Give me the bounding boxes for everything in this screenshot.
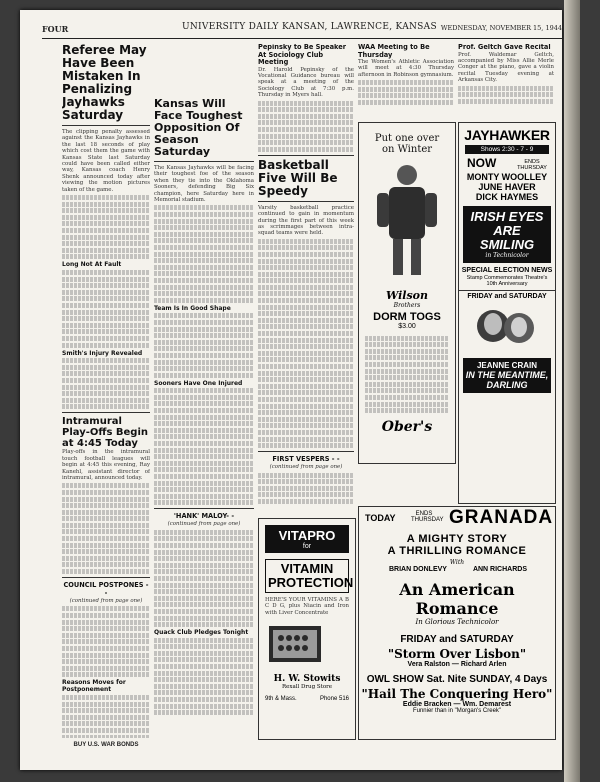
- jayhawker-ad-star4: JEANNE CRAIN: [476, 361, 537, 370]
- story5-headline: Pepinsky to Be Speaker At Sociology Club Meeting: [258, 44, 346, 66]
- page-binding-edge: [564, 0, 580, 782]
- vitamin-capsule-box-illustration: [259, 620, 355, 670]
- wilson-ad-product: DORM TOGS: [373, 311, 441, 323]
- vitapro-ad-big: VITAMIN PROTECTION: [265, 559, 349, 593]
- story2-sub1: Team Is In Good Shape: [154, 304, 231, 312]
- story1-sub1: Long Not At Fault: [62, 261, 122, 269]
- figure-in-coat-illustration: [359, 155, 455, 285]
- story4-sub1: Reasons Moves for Postponement: [62, 679, 126, 694]
- story1-headline: Referee May Have Been Mistaken In Penalizing Jayhawks Saturday: [62, 44, 147, 122]
- granada-ad-ends: ENDS THURSDAY: [411, 511, 444, 523]
- jayhawker-ad-name: JAYHAWKER: [464, 127, 550, 143]
- story6-headline: WAA Meeting to Be Thursday: [358, 44, 430, 59]
- granada-ad-cast2: Vera Ralston — Richard Arlen: [407, 661, 507, 668]
- jayhawker-ad-tech: in Technicolor: [485, 252, 529, 259]
- granada-ad-name: GRANADA: [449, 507, 554, 528]
- wilson-ad-brand: Wilson: [385, 289, 429, 302]
- story2-headline: Kansas Will Face Toughest Opposition Of Season Saturday: [154, 97, 243, 158]
- issue-date: WEDNESDAY, NOVEMBER 15, 1944: [440, 24, 562, 32]
- story9-sub1: Quack Club Pledges Tonight: [154, 629, 249, 637]
- column-5-top: [458, 44, 554, 118]
- story6-lead: The Women's Athletic Association will meet at 4:30 Thursday afternoon in Robinson gymnasium.: [358, 59, 454, 78]
- granada-theatre-ad: [358, 506, 556, 740]
- jayhawker-ad-star1: MONTY WOOLLEY: [466, 172, 548, 182]
- column-2: [154, 80, 254, 738]
- granada-ad-owl: OWL SHOW Sat. Nite SUNDAY, 4 Days: [366, 674, 548, 685]
- war-bonds-footer: BUY U.S. WAR BONDS: [73, 742, 139, 748]
- granada-ad-days: FRIDAY and SATURDAY: [400, 634, 514, 645]
- jayhawker-ad-ends: ENDS THURSDAY: [517, 159, 547, 171]
- story9-continued: (continued from page one): [167, 521, 241, 528]
- story5-lead: Dr. Harold Pepinsky of the Vocational Guidance bureau will speak at a meeting of the Sociology Club at 7:30 p.m. Thursday in Myers hall.: [258, 66, 354, 99]
- jayhawker-ad-shows: Shows 2:30 - 7 - 9: [465, 145, 549, 154]
- story3-lead: Play-offs in the intramural touch football leagues will begin at 4:45 this evening, Ray Kanehl, assistant director of intramural, announced today.: [62, 449, 150, 481]
- vitapro-ad-for: for: [302, 543, 312, 550]
- vitapro-ad-store2: Rexall Drug Store: [281, 684, 333, 691]
- story10-headline: FIRST VESPERS - -: [272, 455, 340, 464]
- story2-sub2: Sooners Have One Injured: [154, 379, 243, 387]
- wilson-ad-line1: Put one over: [374, 133, 440, 144]
- story7-headline: Prof. Geltch Gave Recital: [458, 44, 551, 51]
- story7-lead: Prof. Waldemar Geltch, accompanied by Miss Allie Merle Conger at the piano, gave a violin recital Tuesday evening at Arkansas City.: [458, 51, 554, 84]
- wilson-ad-line2: on Winter: [381, 144, 433, 155]
- couple-portrait-illustration: [459, 300, 555, 354]
- vitapro-ad-brand: VITAPRO: [278, 528, 336, 543]
- jayhawker-ad-now: NOW: [467, 156, 497, 170]
- granada-ad-star1: BRIAN DONLEVY: [389, 566, 447, 573]
- vitapro-ad-address: 9th & Mass.: [265, 696, 297, 703]
- vitapro-ad-phone: Phone 516: [319, 696, 349, 703]
- granada-ad-star2: ANN RICHARDS: [472, 566, 527, 573]
- granada-ad-with: With: [449, 559, 465, 566]
- column-1: [62, 44, 150, 738]
- jayhawker-ad-star2: JUNE HAVER: [478, 182, 536, 192]
- wilson-ad-brand2: Brothers: [393, 302, 421, 309]
- vitapro-ad-store: H. W. Stowits: [273, 674, 341, 685]
- granada-ad-tag1: A MIGHTY STORY: [406, 533, 508, 545]
- story2-lead: The Kansas Jayhawks will be facing their toughest foe of the season when they tie into the Oklahoma Sooners, defending Big Six champion, here Saturday here in Memorial stadium.: [154, 165, 254, 204]
- wilson-ad-price: $3.00: [398, 323, 416, 330]
- granada-ad-extra: Funnier than in "Morgan's Creek": [412, 708, 502, 714]
- vitapro-ad-copy: HERE'S YOUR VITAMINS A B C D G, plus Niacin and Iron with Liver Concentrate: [265, 597, 349, 616]
- jayhawker-theatre-ad: [458, 122, 556, 504]
- wilson-dorm-togs-ad: [358, 122, 456, 464]
- masthead: [42, 22, 562, 39]
- wilson-ad-store: Ober's: [381, 418, 433, 435]
- jayhawker-ad-feature2-panel: [463, 358, 551, 393]
- story3-headline: Intramural Play-Offs Begin at 4:45 Today: [62, 416, 149, 450]
- story1-sub2: Smith's Injury Revealed: [62, 349, 143, 357]
- jayhawker-ad-star3: DICK HAYMES: [475, 192, 539, 202]
- jayhawker-ad-feature-panel: [463, 206, 551, 263]
- jayhawker-ad-stamp: Stamp Commemorates Theatre's 10th Anniversary: [466, 275, 548, 287]
- granada-ad-movie: An American Romance: [399, 580, 515, 618]
- story1-lead: The clipping penalty assessed against the Kansas Jayhawks in the last 18 seconds of play which cost them the game with Kansas State last Saturday could have been called either way, Kansas coach Henry Shenk announced today after viewing the motion pictures taken of the game.: [62, 129, 150, 193]
- jayhawker-ad-special: SPECIAL ELECTION NEWS: [461, 267, 553, 274]
- story8-headline: Basketball Five Will Be Speedy: [258, 157, 338, 198]
- story10-continued: (continued from page one): [269, 464, 343, 471]
- paper-title: UNIVERSITY DAILY KANSAN, LAWRENCE, KANSAS: [182, 22, 437, 32]
- vitapro-ad: [258, 518, 356, 740]
- jayhawker-ad-movie2: IN THE MEANTIME, DARLING: [465, 370, 549, 390]
- story9-headline: 'HANK' MALOY- -: [173, 512, 235, 521]
- granada-ad-tech: In Glorious Technicolor: [415, 618, 499, 626]
- column-3: [258, 44, 354, 504]
- granada-ad-movie3: "Hail The Conquering Hero": [361, 687, 553, 701]
- jayhawker-ad-movie: IRISH EYES ARE SMILING: [470, 209, 544, 252]
- story8-lead: Varsity basketball practice continued to gain in momentum during the first part of this week as scrimmages between intra-squad teams were held.: [258, 204, 354, 237]
- page-number: FOUR: [42, 24, 69, 34]
- story4-headline: COUNCIL POSTPONES - -: [63, 581, 149, 598]
- granada-ad-movie2: "Storm Over Lisbon": [387, 647, 527, 661]
- granada-ad-tag2: A THRILLING ROMANCE: [387, 545, 527, 557]
- story4-continued: (continued from page one): [69, 598, 143, 605]
- granada-ad-cast3: Eddie Bracken — Wm. Demarest: [402, 701, 512, 708]
- jayhawker-ad-days: FRIDAY and SATURDAY: [459, 290, 555, 300]
- column-4-top: [358, 44, 454, 120]
- granada-ad-today: TODAY: [365, 513, 396, 523]
